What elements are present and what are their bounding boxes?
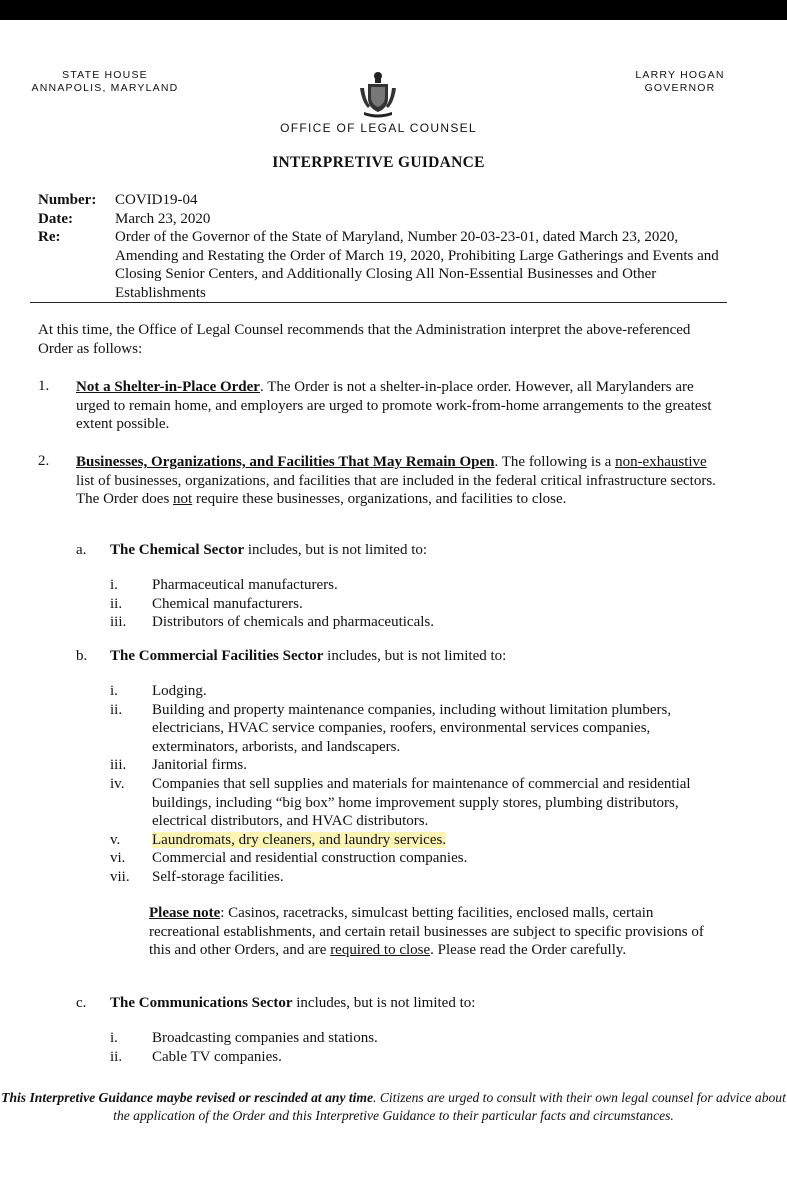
sector-b-list xyxy=(110,682,720,887)
list-item xyxy=(110,701,720,757)
list-item-text: Janitorial firms. xyxy=(152,757,247,774)
list-item-text: Broadcasting companies and stations. xyxy=(152,1030,378,1046)
maryland-seal-icon xyxy=(356,68,400,118)
document-title: INTERPRETIVE GUIDANCE xyxy=(272,154,485,171)
sector-a-name: The Chemical Sector xyxy=(110,542,245,558)
list-item-number: iii. xyxy=(110,757,127,774)
meta-number-value: COVID19-04 xyxy=(115,192,198,208)
section1-paragraph xyxy=(76,378,716,434)
meta-date-row xyxy=(38,210,738,229)
sector-a-suffix: includes, but is not limited to: xyxy=(244,542,428,558)
list-item-text: Pharmaceutical manufacturers. xyxy=(152,577,338,593)
list-item xyxy=(110,756,720,775)
header-governor-line1: LARRY HOGAN xyxy=(635,69,725,81)
sector-c-suffix: includes, but is not limited to: xyxy=(292,995,476,1011)
section2-paragraph xyxy=(76,453,716,509)
section1-heading: Not a Shelter-in-Place Order xyxy=(76,379,260,395)
meta-re-row xyxy=(38,228,738,302)
top-black-bar xyxy=(0,0,787,20)
header-governor-line2: GOVERNOR xyxy=(644,82,716,94)
highlighted-list-item-text: Laundromats, dry cleaners, and laundry services. xyxy=(152,831,447,848)
list-item-text: Commercial and residential construction companies. xyxy=(152,850,468,867)
list-item-number: ii. xyxy=(110,701,123,718)
list-item xyxy=(110,576,720,595)
list-item xyxy=(110,775,720,831)
meta-re-value: Order of the Governor of the State of Maryland, Number 20-03-23-01, dated March 23, 2020, Amending and Restating the Order of March 19, 2020, Prohibiting Large Gatherings and Events and Closing Senior Centers, and Additionally Closing All Non-Essential Businesses and Other Establishments xyxy=(115,229,719,301)
sector-b-label xyxy=(110,648,506,665)
list-item xyxy=(110,613,720,632)
header-governor xyxy=(630,69,730,95)
footer-text: . Citizens are urged to consult with their own legal counsel for advice about the application of the Order and this Interpretive Guidance to their particular facts and circumstances. xyxy=(113,1090,786,1123)
list-item xyxy=(110,682,720,701)
section2-text1: . The following is a xyxy=(494,454,616,470)
section2-text3: require these businesses, organizations, and facilities to close. xyxy=(192,491,567,508)
list-item-number: iv. xyxy=(110,775,125,792)
section2-number: 2. xyxy=(38,453,50,469)
sector-c-list xyxy=(110,1029,720,1066)
office-name: OFFICE OF LEGAL COUNSEL xyxy=(280,121,477,135)
meta-re-label: Re: xyxy=(38,229,61,245)
please-note-text2: . Please read the Order carefully. xyxy=(430,942,627,959)
section2-non-exhaustive: non-exhaustive xyxy=(615,454,707,470)
intro-paragraph: At this time, the Office of Legal Counsel recommends that the Administration interpret the above-referenced Order as follows: xyxy=(38,322,691,357)
sector-a-list xyxy=(110,576,720,632)
list-item-number: i. xyxy=(110,683,118,699)
list-item xyxy=(110,831,720,850)
sector-c-letter: c. xyxy=(76,995,87,1011)
list-item-number: ii. xyxy=(110,595,123,612)
list-item-number: ii. xyxy=(110,1048,123,1065)
sector-a-label xyxy=(110,542,427,559)
list-item-text: Self-storage facilities. xyxy=(152,868,284,885)
list-item-number: iii. xyxy=(110,614,127,631)
header-divider xyxy=(30,302,727,303)
sector-b-suffix: includes, but is not limited to: xyxy=(323,648,507,664)
header-address xyxy=(30,69,180,95)
section2-text2: list of businesses, organizations, and facilities that are included in the federal critical infrastructure sectors. The Order does xyxy=(76,472,716,508)
please-note-required: required to close xyxy=(330,942,431,959)
list-item-number: i. xyxy=(110,1030,118,1046)
sector-b-letter: b. xyxy=(76,648,88,664)
list-item xyxy=(110,595,720,614)
list-item-text: Companies that sell supplies and materials for maintenance of commercial and residential buildings, including “big box” home improvement supply stores, plumbing distributors, electrical distributors, and HVAC distributors. xyxy=(152,775,691,830)
list-item-number: i. xyxy=(110,577,118,593)
list-item-text: Cable TV companies. xyxy=(152,1048,282,1065)
list-item xyxy=(110,849,720,868)
footer-bold: This Interpretive Guidance maybe revised or rescinded at any time xyxy=(1,1090,374,1105)
sector-a-letter: a. xyxy=(76,542,87,558)
section2-not: not xyxy=(173,491,193,508)
document-meta xyxy=(38,191,738,302)
list-item-text: Building and property maintenance companies, including without limitation plumbers, electricians, HVAC service companies, roofers, environmental services companies, exterminators, arborists, and landscapers. xyxy=(152,701,672,755)
list-item-number: vi. xyxy=(110,850,126,867)
please-note-paragraph xyxy=(149,904,719,960)
list-item xyxy=(110,1048,720,1067)
meta-number-row xyxy=(38,191,738,210)
list-item-text: Chemical manufacturers. xyxy=(152,595,303,612)
sector-c-name: The Communications Sector xyxy=(110,995,293,1011)
meta-date-value: March 23, 2020 xyxy=(115,210,211,227)
section1-text: . The Order is not a shelter-in-place order. However, all Marylanders are urged to remain home, and employers are urged to promote work-from-home arrangements to the greatest extent possible. xyxy=(76,379,712,433)
please-note-text1: : Casinos, racetracks, simulcast betting facilities, enclosed malls, certain recreational establishments, and certain retail businesses are subject to specific provisions of this and other Orders, and are xyxy=(149,905,704,959)
section1-number: 1. xyxy=(38,378,50,394)
meta-number-label: Number: xyxy=(38,192,97,208)
meta-date-label: Date: xyxy=(38,210,73,227)
list-item xyxy=(110,1029,720,1048)
header-address-line1: STATE HOUSE xyxy=(62,69,148,81)
list-item-text: Lodging. xyxy=(152,683,207,699)
list-item-text: Distributors of chemicals and pharmaceuticals. xyxy=(152,614,434,631)
sector-c-label xyxy=(110,995,475,1012)
header-address-line2: ANNAPOLIS, MARYLAND xyxy=(31,82,179,94)
section2-heading: Businesses, Organizations, and Facilities That May Remain Open xyxy=(76,454,495,470)
list-item-number: vii. xyxy=(110,868,130,885)
list-item-number: v. xyxy=(110,831,121,848)
please-note-label: Please note xyxy=(149,905,221,921)
footer-disclaimer xyxy=(0,1089,787,1125)
sector-b-name: The Commercial Facilities Sector xyxy=(110,648,324,664)
list-item xyxy=(110,868,720,887)
